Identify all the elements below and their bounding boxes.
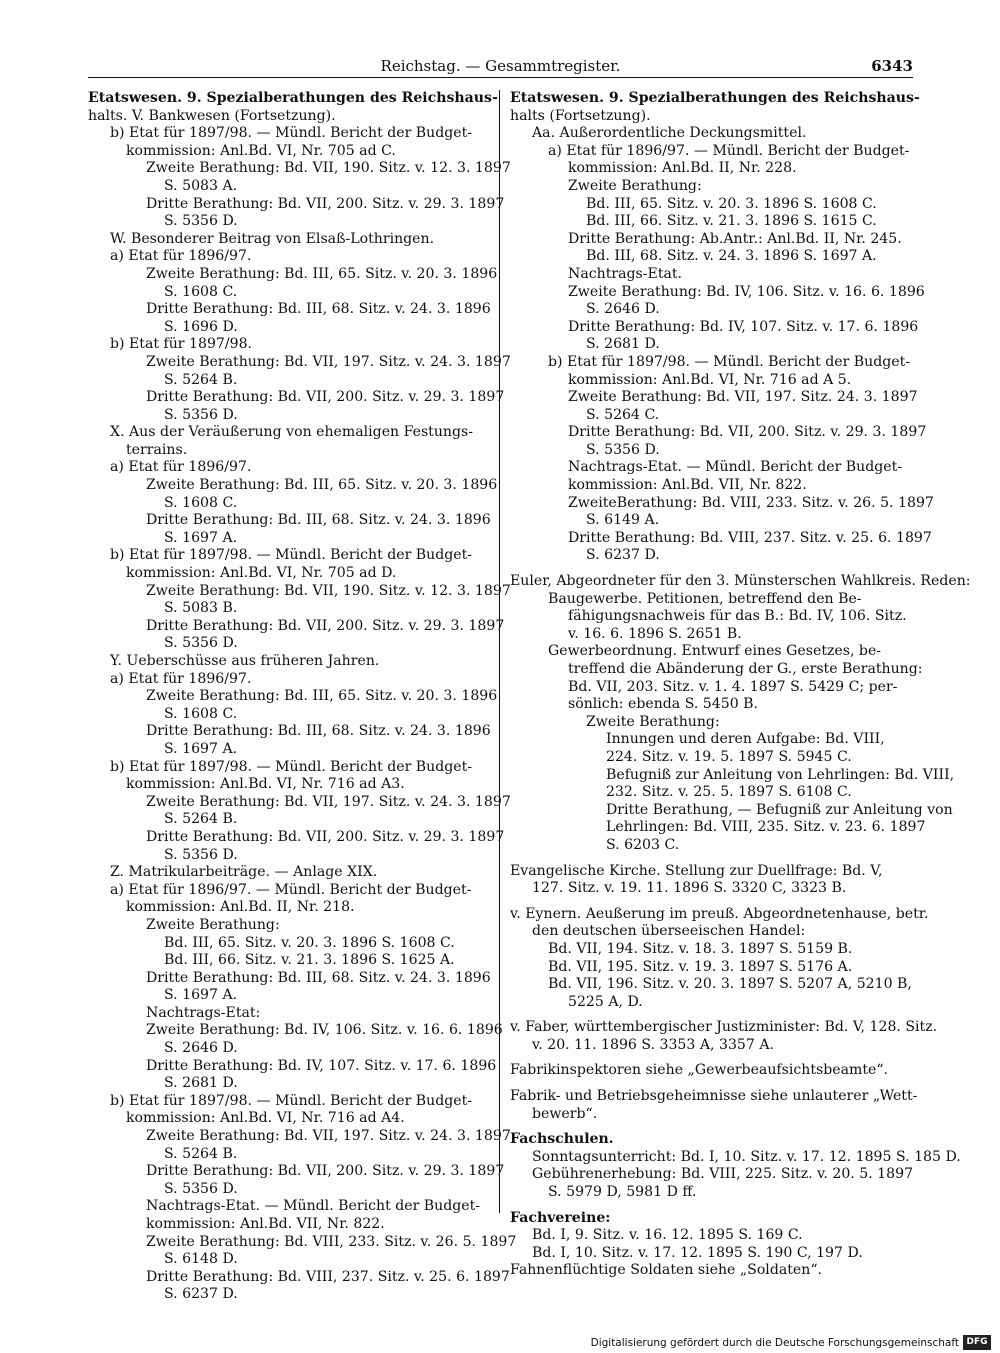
index-line: sönlich: ebenda S. 5450 B. <box>568 696 758 713</box>
index-line: Bd. VII, 195. Sitz. v. 19. 3. 1897 S. 5176 A. <box>548 958 853 975</box>
index-line: S. 5356 D. <box>164 635 238 652</box>
index-line: Bd. I, 10. Sitz. v. 17. 12. 1895 S. 190 C, 197 D. <box>532 1244 863 1261</box>
index-line: Zweite Berathung: Bd. VII, 197. Sitz. 24. 3. 1897 <box>568 389 918 406</box>
index-line: Zweite Berathung: Bd. III, 65. Sitz. v. 20. 3. 1896 <box>146 688 498 705</box>
index-line: a) Etat für 1896/97. — Mündl. Bericht der Budget- <box>110 881 472 898</box>
index-line: fähigungsnachweis für das B.: Bd. IV, 106. Sitz. <box>568 608 907 625</box>
header-rule <box>88 77 913 78</box>
index-line: Dritte Berathung: Bd. VII, 200. Sitz. v. 29. 3. 1897 <box>146 617 505 634</box>
index-line: kommission: Anl.Bd. VII, Nr. 822. <box>146 1216 385 1232</box>
index-line: Z. Matrikularbeiträge. — Anlage XIX. <box>110 864 378 881</box>
index-line: S. 1608 C. <box>164 705 238 722</box>
index-line: Bd. III, 65. Sitz. v. 20. 3. 1896 S. 1608 C. <box>164 934 455 951</box>
index-line: den deutschen überseeischen Handel: <box>532 923 806 940</box>
index-line: Innungen und deren Aufgabe: Bd. VIII, <box>606 731 885 748</box>
index-line: Zweite Berathung: Bd. VII, 197. Sitz. v. 24. 3. 1897 <box>146 353 511 370</box>
index-line: b) Etat für 1897/98. — Mündl. Bericht der Budget- <box>110 547 473 564</box>
index-line: 232. Sitz. v. 25. 5. 1897 S. 6108 C. <box>606 784 852 801</box>
column-divider <box>499 90 500 1213</box>
index-line: Bd. III, 68. Sitz. v. 24. 3. 1896 S. 1697 A. <box>586 248 877 265</box>
index-line: v. Faber, württembergischer Justizminister: Bd. V, 128. Sitz. <box>510 1019 938 1036</box>
index-line: Befugniß zur Anleitung von Lehrlingen: Bd. VIII, <box>606 766 955 783</box>
index-line: a) Etat für 1896/97. <box>110 248 252 265</box>
index-line: S. 1697 A. <box>164 987 238 1004</box>
index-line: Etatswesen. 9. Spezialberathungen des Reichshaus- <box>510 90 920 106</box>
index-line: S. 2681 D. <box>586 336 660 353</box>
index-line: Fahnenflüchtige Soldaten siehe „Soldaten“. <box>510 1262 823 1279</box>
index-line: S. 2646 D. <box>586 301 660 318</box>
index-line: S. 1697 A. <box>164 740 238 757</box>
index-line: Dritte Berathung: Bd. III, 68. Sitz. v. 24. 3. 1896 <box>146 512 491 529</box>
index-line: Bd. VII, 203. Sitz. v. 1. 4. 1897 S. 5429 C; per- <box>568 678 898 695</box>
index-line: Zweite Berathung: Bd. VII, 190. Sitz. v. 12. 3. 1897 <box>146 160 511 177</box>
index-line: S. 1697 A. <box>164 529 238 546</box>
index-line: W. Besonderer Beitrag von Elsaß-Lothringen. <box>110 230 435 247</box>
index-line: Zweite Berathung: Bd. III, 65. Sitz. v. 20. 3. 1896 <box>146 477 498 494</box>
entry-spacer <box>510 1080 913 1088</box>
index-line: S. 5083 A. <box>164 177 238 194</box>
index-line: terrains. <box>126 441 188 458</box>
index-line: Baugewerbe. Petitionen, betreffend den Be- <box>548 590 862 607</box>
index-line: Gebührenerhebung: Bd. VIII, 225. Sitz. v. 20. 5. 1897 <box>532 1166 914 1183</box>
index-line: Dritte Berathung: Bd. III, 68. Sitz. v. 24. 3. 1896 <box>146 301 491 318</box>
index-line: Zweite Berathung: Bd. IV, 106. Sitz. v. 16. 6. 1896 <box>146 1022 503 1039</box>
index-line: b) Etat für 1897/98. <box>110 336 253 353</box>
index-line: S. 5356 D. <box>164 213 238 230</box>
index-line: 127. Sitz. v. 19. 11. 1896 S. 3320 C, 3323 B. <box>532 880 847 897</box>
index-line: S. 6237 D. <box>164 1286 238 1303</box>
index-line: S. 5356 D. <box>164 846 238 863</box>
index-line: S. 5083 B. <box>164 600 238 617</box>
index-line: kommission: Anl.Bd. VI, Nr. 705 ad C. <box>126 142 396 159</box>
index-line: S. 5979 D, 5981 D ff. <box>548 1184 697 1201</box>
index-line: Dritte Berathung: Bd. VII, 200. Sitz. v. 29. 3. 1897 <box>146 828 505 845</box>
index-line: S. 1608 C. <box>164 494 238 511</box>
index-line: S. 1608 C. <box>164 283 238 300</box>
entry-spacer <box>510 855 913 863</box>
index-line: Bd. III, 65. Sitz. v. 20. 3. 1896 S. 1608 C. <box>586 195 877 212</box>
entry-spacer <box>510 898 913 906</box>
index-line: kommission: Anl.Bd. VI, Nr. 716 ad A 5. <box>568 371 852 388</box>
index-line: a) Etat für 1896/97. — Mündl. Bericht der Budget- <box>548 142 910 159</box>
index-line: S. 5356 D. <box>164 1180 238 1197</box>
index-line: a) Etat für 1896/97. <box>110 459 252 476</box>
index-line: kommission: Anl.Bd. VI, Nr. 716 ad A3. <box>126 776 405 793</box>
index-line: Dritte Berathung: Bd. VII, 200. Sitz. v. 29. 3. 1897 <box>146 389 505 406</box>
index-line: Nachtrags-Etat: <box>146 1004 261 1021</box>
index-line: b) Etat für 1897/98. — Mündl. Bericht der Budget- <box>548 353 911 370</box>
index-line: Zweite Berathung: Bd. VII, 197. Sitz. v. 24. 3. 1897 <box>146 793 511 810</box>
index-line: Dritte Berathung: Bd. VII, 200. Sitz. v. 29. 3. 1897 <box>568 424 927 441</box>
index-line: Zweite Berathung: Bd. VIII, 233. Sitz. v. 26. 5. 1897 <box>146 1233 517 1250</box>
index-line: 224. Sitz. v. 19. 5. 1897 S. 5945 C. <box>606 748 852 765</box>
right-column <box>510 90 971 1280</box>
index-line: S. 5356 D. <box>164 406 238 423</box>
index-line: Dritte Berathung: Bd. III, 68. Sitz. v. 24. 3. 1896 <box>146 723 491 740</box>
index-line: Fabrik- und Betriebsgeheimnisse siehe unlauterer „Wett- <box>510 1088 918 1105</box>
index-line: S. 6237 D. <box>586 547 660 564</box>
index-line: S. 6148 D. <box>164 1251 238 1268</box>
index-line: S. 2681 D. <box>164 1075 238 1092</box>
index-line: Bd. VII, 194. Sitz. v. 18. 3. 1897 S. 5159 B. <box>548 940 853 957</box>
index-line: Bd. III, 66. Sitz. v. 21. 3. 1896 S. 1615 C. <box>586 213 877 230</box>
index-line: Dritte Berathung: Ab.Antr.: Anl.Bd. II, Nr. 245. <box>568 230 902 247</box>
index-line: Dritte Berathung: Bd. VIII, 237. Sitz. v. 25. 6. 1897 <box>568 529 932 546</box>
index-line: Bd. VII, 196. Sitz. v. 20. 3. 1897 S. 5207 A, 5210 B, <box>548 976 912 993</box>
index-line: S. 6149 A. <box>586 512 660 529</box>
entry-spacer <box>510 1123 913 1131</box>
index-line: v. 16. 6. 1896 S. 2651 B. <box>568 625 742 642</box>
index-line: Evangelische Kirche. Stellung zur Duellfrage: Bd. V, <box>510 862 883 879</box>
index-line: Zweite Berathung: <box>586 713 720 730</box>
entry-spacer <box>510 1011 913 1019</box>
index-line: ZweiteBerathung: Bd. VIII, 233. Sitz. v. 26. 5. 1897 <box>568 494 934 511</box>
index-line: Fachschulen. <box>510 1131 614 1148</box>
footer-credit: Digitalisierung gefördert durch die Deutsche Forschungsgemeinschaft <box>590 1337 959 1349</box>
index-line: v. Eynern. Aeußerung im preuß. Abgeordnetenhause, betr. <box>510 905 929 922</box>
index-line: kommission: Anl.Bd. II, Nr. 218. <box>126 899 355 916</box>
index-line: Dritte Berathung: Bd. VII, 200. Sitz. v. 29. 3. 1897 <box>146 1163 505 1180</box>
entry-spacer <box>510 1054 913 1062</box>
index-line: Dritte Berathung: Bd. VII, 200. Sitz. v. 29. 3. 1897 <box>146 195 505 212</box>
index-line: Bd. I, 9. Sitz. v. 16. 12. 1895 S. 169 C. <box>532 1227 803 1244</box>
index-line: 5225 A, D. <box>568 993 643 1010</box>
index-line: Dritte Berathung: Bd. III, 68. Sitz. v. 24. 3. 1896 <box>146 969 491 986</box>
index-line: Y. Ueberschüsse aus früheren Jahren. <box>110 653 380 669</box>
index-line: v. 20. 11. 1896 S. 3353 A, 3357 A. <box>532 1036 774 1053</box>
index-line: Dritte Berathung: Bd. IV, 107. Sitz. v. 17. 6. 1896 <box>146 1057 497 1074</box>
index-line: kommission: Anl.Bd. VII, Nr. 822. <box>568 477 807 494</box>
index-line: Sonntagsunterricht: Bd. I, 10. Sitz. v. 17. 12. 1895 S. 185 D. <box>532 1148 961 1165</box>
index-line: Fachvereine: <box>510 1209 611 1226</box>
index-line: Dritte Berathung, — Befugniß zur Anleitung von <box>606 801 953 818</box>
running-title: Reichstag. — Gesammtregister. <box>380 57 621 75</box>
index-line: Nachtrags-Etat. — Mündl. Bericht der Budget- <box>146 1198 481 1215</box>
index-line: b) Etat für 1897/98. — Mündl. Bericht der Budget- <box>110 125 473 142</box>
index-line: S. 2646 D. <box>164 1040 238 1057</box>
index-line: S. 1696 D. <box>164 318 238 335</box>
index-line: Gewerbeordnung. Entwurf eines Gesetzes, be- <box>548 643 882 660</box>
index-line: Zweite Berathung: Bd. VII, 197. Sitz. v. 24. 3. 1897 <box>146 1128 511 1145</box>
left-column <box>88 90 517 1304</box>
index-line: Dritte Berathung: Bd. VIII, 237. Sitz. v. 25. 6. 1897 <box>146 1268 510 1285</box>
index-line: S. 5264 C. <box>586 406 660 423</box>
index-line: b) Etat für 1897/98. — Mündl. Bericht der Budget- <box>110 1092 473 1109</box>
index-line: S. 5356 D. <box>586 441 660 458</box>
index-line: Zweite Berathung: Bd. IV, 106. Sitz. v. 16. 6. 1896 <box>568 283 925 300</box>
index-line: treffend die Abänderung der G., erste Berathung: <box>568 661 923 677</box>
dfg-logo: DFG <box>963 1335 991 1350</box>
index-line: Lehrlingen: Bd. VIII, 235. Sitz. v. 23. 6. 1897 <box>606 819 926 836</box>
index-line: Nachtrags-Etat. — Mündl. Bericht der Budget- <box>568 459 903 476</box>
index-line: Etatswesen. 9. Spezialberathungen des Reichshaus- <box>88 90 498 106</box>
index-line: Dritte Berathung: Bd. IV, 107. Sitz. v. 17. 6. 1896 <box>568 318 919 335</box>
index-line: b) Etat für 1897/98. — Mündl. Bericht der Budget- <box>110 758 473 775</box>
index-line: halts. V. Bankwesen (Fortsetzung). <box>88 107 336 124</box>
index-line: halts (Fortsetzung). <box>510 107 651 124</box>
index-line: Zweite Berathung: Bd. III, 65. Sitz. v. 20. 3. 1896 <box>146 265 498 282</box>
page-header <box>88 55 913 77</box>
index-line: Aa. Außerordentliche Deckungsmittel. <box>532 125 807 142</box>
entry-spacer <box>510 1202 913 1210</box>
index-line: Bd. III, 66. Sitz. v. 21. 3. 1896 S. 1625 A. <box>164 952 455 969</box>
entry-spacer <box>510 565 913 573</box>
index-line: Euler, Abgeordneter für den 3. Münsterschen Wahlkreis. Reden: <box>510 573 971 590</box>
index-line: Fabrikinspektoren siehe „Gewerbeaufsichtsbeamte“. <box>510 1062 889 1079</box>
index-line: kommission: Anl.Bd. VI, Nr. 705 ad D. <box>126 565 397 582</box>
index-line: S. 5264 B. <box>164 811 238 828</box>
index-line: Zweite Berathung: <box>146 916 280 933</box>
footer <box>590 1335 995 1353</box>
index-line: S. 5264 B. <box>164 1145 238 1162</box>
index-line: S. 6203 C. <box>606 836 680 853</box>
index-line: Zweite Berathung: <box>568 177 702 194</box>
index-line: X. Aus der Veräußerung von ehemaligen Festungs- <box>110 424 474 441</box>
index-line: S. 5264 B. <box>164 371 238 388</box>
index-line: Zweite Berathung: Bd. VII, 190. Sitz. v. 12. 3. 1897 <box>146 582 511 599</box>
index-line: kommission: Anl.Bd. II, Nr. 228. <box>568 160 797 177</box>
index-line: Nachtrags-Etat. <box>568 265 683 282</box>
page-number: 6343 <box>871 57 913 75</box>
index-line: a) Etat für 1896/97. <box>110 670 252 687</box>
index-line: bewerb“. <box>532 1105 598 1122</box>
index-line: kommission: Anl.Bd. VI, Nr. 716 ad A4. <box>126 1110 405 1127</box>
